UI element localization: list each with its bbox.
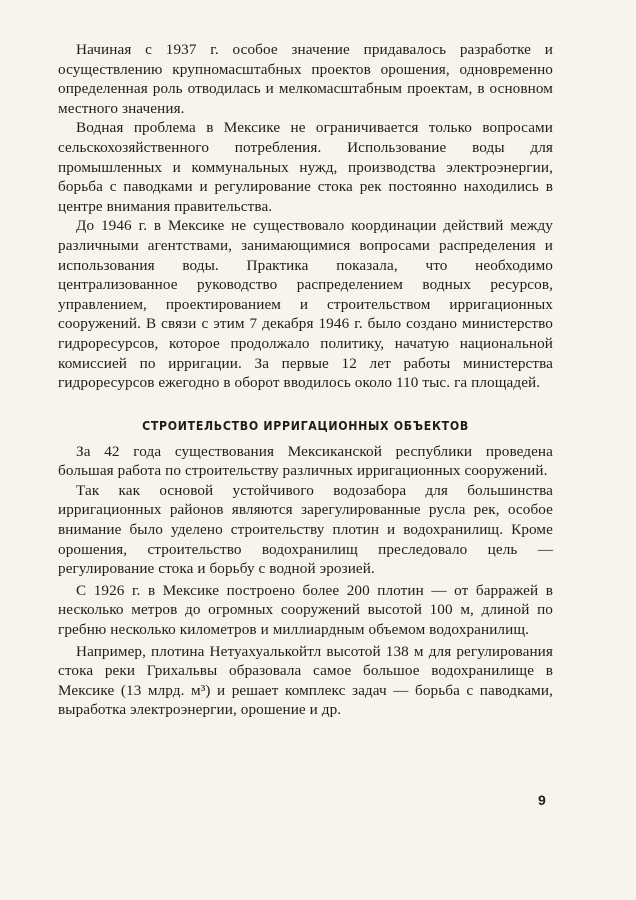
paragraph-dams-reservoirs: Так как основой устойчивого водозабора для большинства ирригационных районов являются зарегулированные русла рек, особое внимание было уделено строительству плотин и водохранилищ. Кроме орошения, строительство водохранилищ преследовало цель — регулирование стока и борьбу с водной эрозией. <box>58 481 553 578</box>
paragraph-42-years: За 42 года существования Мексиканской республики проведена большая работа по строительству различных ирригационных сооружений. <box>58 442 553 480</box>
book-page <box>58 40 553 720</box>
paragraph-irrigation-projects-1937: Начиная с 1937 г. особое значение придавалось разработке и осуществлению крупномасштабных проектов орошения, одновременно определенная роль отводилась и мелкомасштабным проектам, в основном местного значения. <box>58 41 553 117</box>
paragraph-ministry-hydroresources: До 1946 г. в Мексике не существовало координации действий между различными агентствами, занимающимися вопросами распределения и использования воды. Практика показала, что необходимо централизованное руководство распределением водных ресурсов, управлением, проектированием и строительством ирригационных сооружений. В связи с этим 7 декабря 1946 г. было создано министерство гидроресурсов, которое продолжало политику, начатую национальной комиссией по ирригации. За первые 12 лет работы министерства гидроресурсов ежегодно в оборот вводилось около 110 тыс. га площадей. <box>58 217 553 392</box>
paragraph-netzahualcoyotl-dam: Например, плотина Нетуахуалькойтл высотой 138 м для регулирования стока реки Грихальвы образовала самое большое водохранилище в Мексике (13 млрд. м³) и решает комплекс задач — борьба с паводками, выработка электроэнергии, орошение и др. <box>58 642 553 719</box>
page-number: 9 <box>538 792 546 808</box>
paragraph-200-dams: С 1926 г. в Мексике построено более 200 плотин — от барражей в несколько метров до огромных сооружений высотой 100 м, длиной по гребню несколько километров и миллиардным объемом водохранилищ. <box>58 581 553 639</box>
section-heading: СТРОИТЕЛЬСТВО ИРРИГАЦИОННЫХ ОБЪЕКТОВ <box>142 418 469 433</box>
paragraph-water-problem: Водная проблема в Мексике не ограничивается только вопросами сельскохозяйственного потребления. Использование воды для промышленных и коммунальных нужд, производства электроэнергии, борьба с паводками и регулирование стока рек постоянно находились в центре внимания правительства. <box>58 119 553 215</box>
